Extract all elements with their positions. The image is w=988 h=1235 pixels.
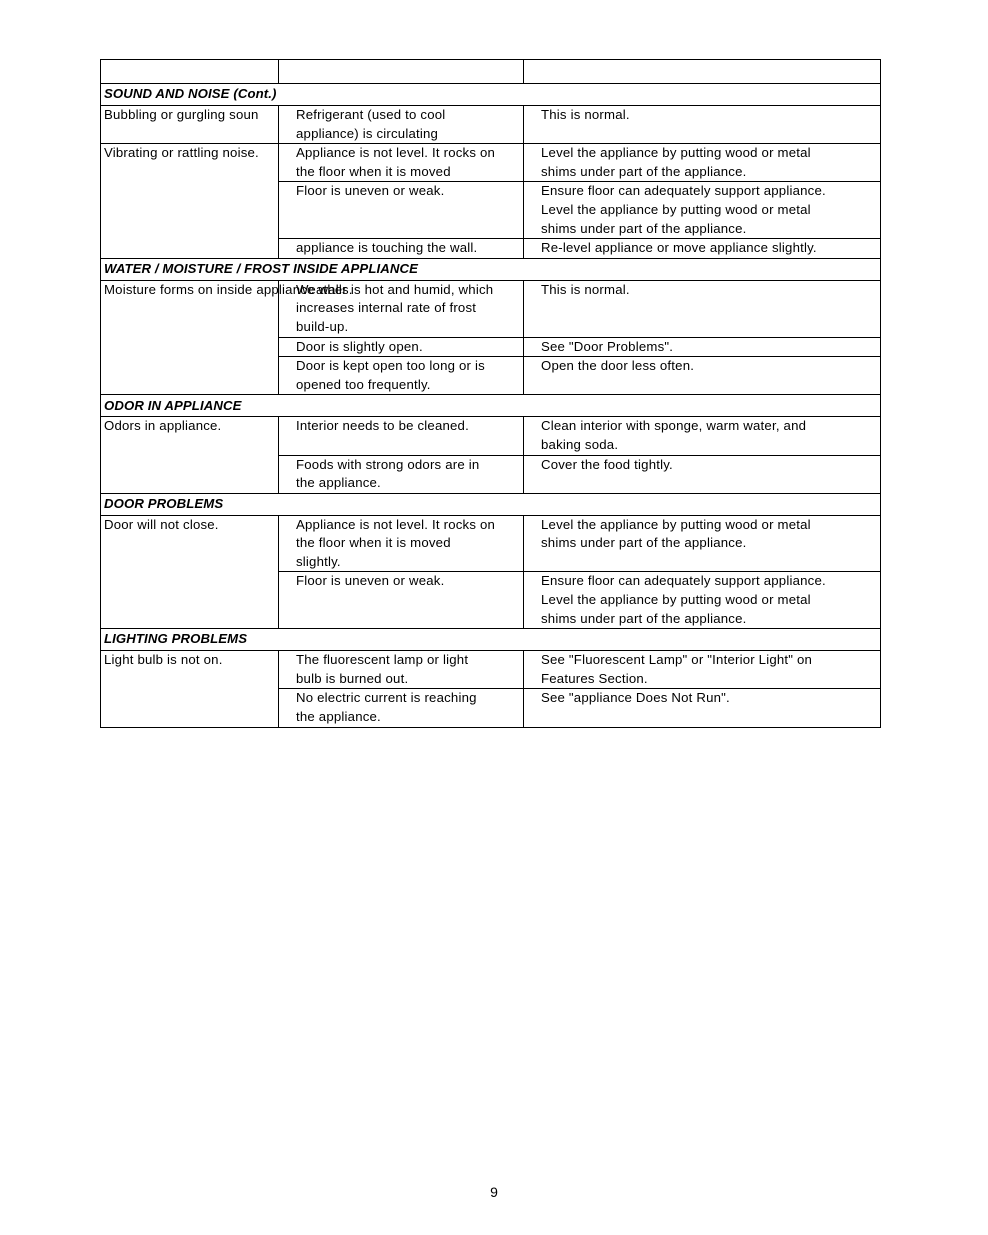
cause-cell: Door is slightly open. [279, 337, 524, 357]
problem-cell: Odors in appliance. [101, 417, 279, 493]
problem-cell: Bubbling or gurgling soun [101, 106, 279, 144]
cause-cell: Floor is uneven or weak. [279, 182, 524, 239]
problem-cell: Light bulb is not on. [101, 651, 279, 727]
cause-cell: Appliance is not level. It rocks on the floor when it is moved slightly. [279, 515, 524, 572]
solution-cell: See "appliance Does Not Run". [524, 689, 881, 727]
cause-cell: Refrigerant (used to cool appliance) is circulating [279, 106, 524, 144]
header-cell-solution [524, 60, 881, 84]
section-row [101, 258, 881, 280]
table-row [101, 651, 881, 689]
solution-cell: Level the appliance by putting wood or metal shims under part of the appliance. [524, 515, 881, 572]
problem-cell: Moisture forms on inside appliance walls. [101, 280, 279, 395]
section-title: WATER / MOISTURE / FROST INSIDE APPLIANCE [101, 258, 881, 280]
section-row [101, 493, 881, 515]
table-row [101, 280, 881, 337]
solution-cell: This is normal. [524, 106, 881, 144]
table-row [101, 417, 881, 455]
problem-cell: Door will not close. [101, 515, 279, 629]
table-row [101, 144, 881, 182]
page-number: 9 [490, 1184, 498, 1200]
solution-cell: See "Fluorescent Lamp" or "Interior Light" on Features Section. [524, 651, 881, 689]
cause-cell: Appliance is not level. It rocks on the floor when it is moved [279, 144, 524, 182]
table-row [101, 106, 881, 144]
solution-cell: Clean interior with sponge, warm water, and baking soda. [524, 417, 881, 455]
solution-cell: Level the appliance by putting wood or metal shims under part of the appliance. [524, 144, 881, 182]
header-cell-problem [101, 60, 279, 84]
section-title: ODOR IN APPLIANCE [101, 395, 881, 417]
solution-cell: See "Door Problems". [524, 337, 881, 357]
cause-cell: Foods with strong odors are in the appliance. [279, 455, 524, 493]
troubleshooting-table-body [101, 60, 881, 728]
header-cell-cause [279, 60, 524, 84]
cause-cell: The fluorescent lamp or light bulb is burned out. [279, 651, 524, 689]
solution-cell: Re-level appliance or move appliance slightly. [524, 239, 881, 259]
cause-cell: Interior needs to be cleaned. [279, 417, 524, 455]
section-title: SOUND AND NOISE (Cont.) [101, 84, 881, 106]
table-header-row [101, 60, 881, 84]
table-row [101, 515, 881, 572]
troubleshooting-table [100, 59, 881, 728]
section-row [101, 629, 881, 651]
cause-cell: Weather is hot and humid, which increases internal rate of frost build-up. [279, 280, 524, 337]
section-title: DOOR PROBLEMS [101, 493, 881, 515]
cause-cell: Door is kept open too long or is opened too frequently. [279, 357, 524, 395]
cause-cell: appliance is touching the wall. [279, 239, 524, 259]
solution-cell: This is normal. [524, 280, 881, 337]
cause-cell: No electric current is reaching the appliance. [279, 689, 524, 727]
section-row [101, 84, 881, 106]
solution-cell: Open the door less often. [524, 357, 881, 395]
section-row [101, 395, 881, 417]
solution-cell: Ensure floor can adequately support appliance. Level the appliance by putting wood or metal shims under part of the appliance. [524, 572, 881, 629]
cause-cell: Floor is uneven or weak. [279, 572, 524, 629]
problem-cell: Vibrating or rattling noise. [101, 144, 279, 259]
solution-cell: Ensure floor can adequately support appliance. Level the appliance by putting wood or metal shims under part of the appliance. [524, 182, 881, 239]
solution-cell: Cover the food tightly. [524, 455, 881, 493]
section-title: LIGHTING PROBLEMS [101, 629, 881, 651]
